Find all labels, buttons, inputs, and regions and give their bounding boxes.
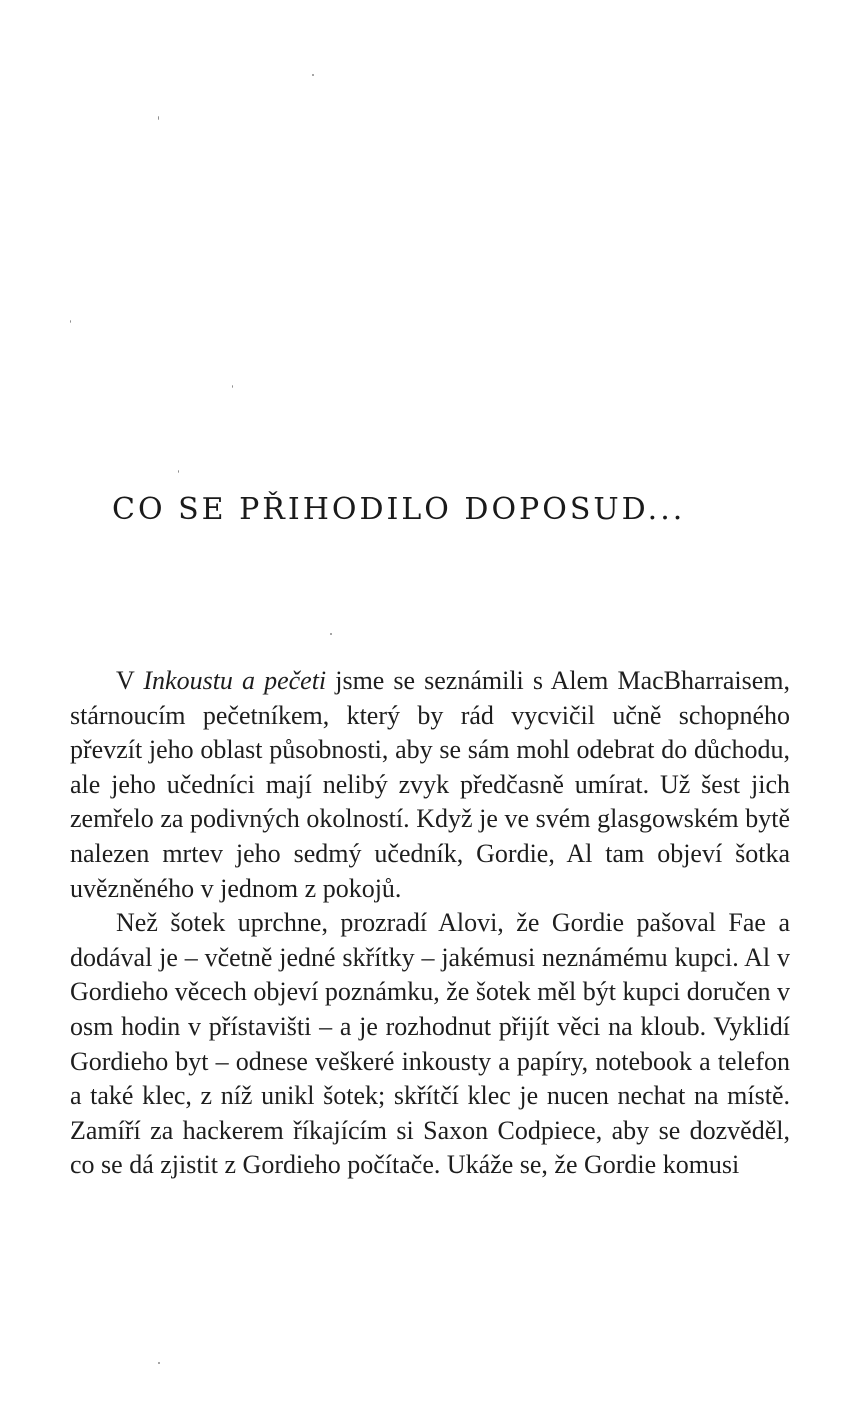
chapter-title: CO SE PŘIHODILO DOPOSUD... (112, 492, 686, 527)
paragraph-2-text: Než šotek uprchne, prozradí Alovi, že Gordie pašoval Fae a dodával je – včetně jedné skřítky – jakémusi neznámému kupci. Al v Gordieho věcech objeví poznámku, že šotek měl být kupci doručen v osm hodin v přístavišti – a je rozhodnut přijít věci na kloub. Vyklidí Gordieho byt – odnese veškeré inkousty a papíry, notebook a telefon a také klec, z níž unikl šotek; skřítčí klec je nucen nechat na místě. Zamíří za hackerem říkajícím si Saxon Codpiece, aby se dozvěděl, co se dá zjistit z Gordieho počítače. Ukáže se, že Gordie komusi (70, 908, 790, 1180)
paragraph-1 (70, 664, 790, 906)
scan-speck (70, 320, 71, 323)
paragraph-1-text: jsme se seznámili s Alem MacBharraisem, stárnoucím pečetníkem, který by rád vycvičil učně schopného převzít jeho oblast působnosti, aby se sám mohl odebrat do důchodu, ale jeho učedníci mají nelibý zvyk předčasně umírat. Už šest jich zemřelo za podivných okolností. Když je ve svém glasgowském bytě nalezen mrtev jeho sedmý učedník, Gordie, Al tam objeví šotka uvězněného v jednom z pokojů. (70, 666, 791, 903)
scan-speck (330, 633, 332, 635)
body-text (70, 664, 790, 1183)
paragraph-2 (70, 906, 790, 1183)
scan-speck (232, 385, 233, 388)
scan-speck (178, 470, 179, 473)
book-title-italic: Inkoustu a pečeti (143, 666, 327, 695)
scan-speck (312, 74, 314, 76)
paragraph-1-lead: V (116, 666, 144, 695)
scan-speck (158, 1362, 160, 1364)
scan-speck (158, 116, 159, 120)
